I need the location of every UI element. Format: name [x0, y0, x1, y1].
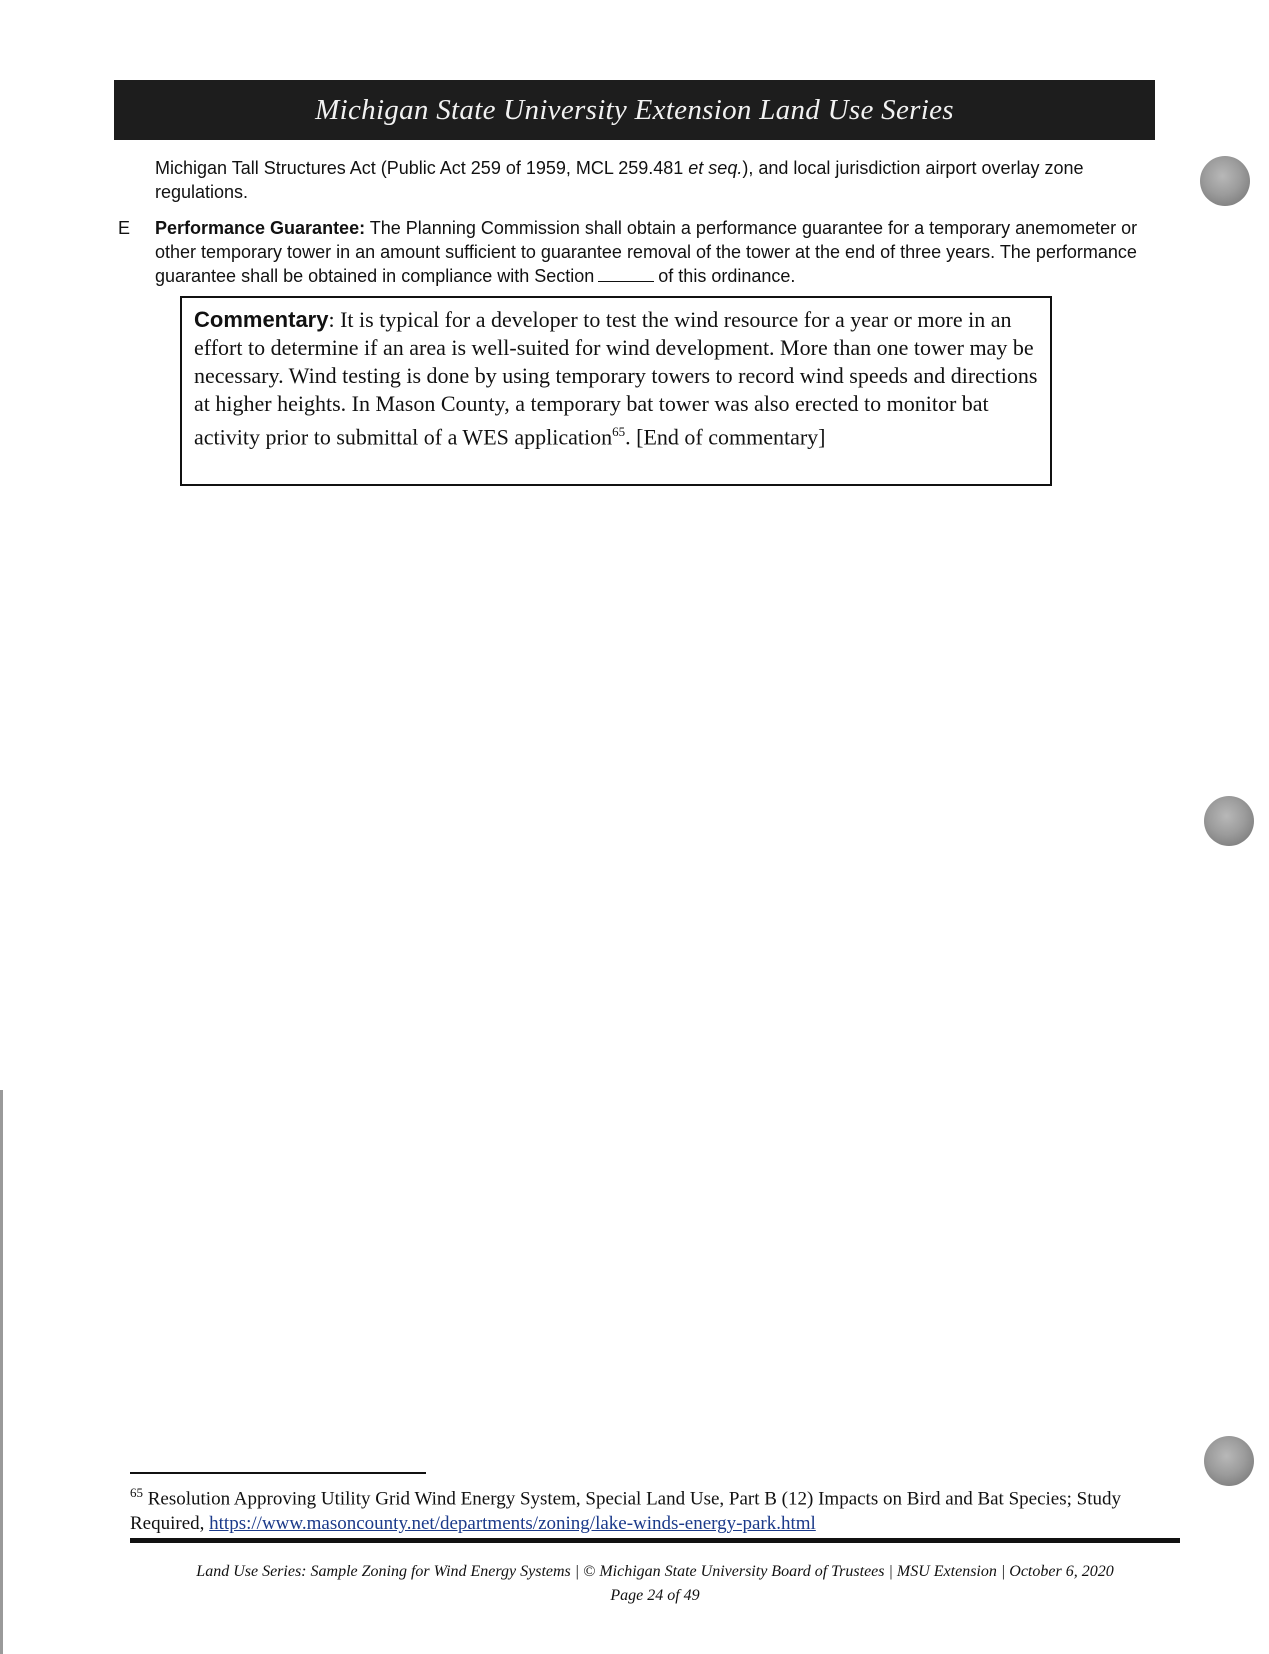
footnote-number: 65	[130, 1485, 143, 1500]
scan-edge	[0, 1090, 3, 1654]
section-blank	[598, 265, 654, 282]
item-heading: Performance Guarantee:	[155, 218, 366, 238]
item-body: Performance Guarantee: The Planning Commission shall obtain a performance guarantee for a temporary anemometer or other temporary tower in an amount sufficient to guarantee removal of the tower at the end of three years. The performance guarantee shall be obtained in compliance with Section of this ordinance.	[155, 218, 1138, 286]
commentary-label: Commentary	[194, 307, 329, 332]
page-number: Page 24 of 49	[610, 1587, 700, 1604]
banner-title: Michigan State University Extension Land Use Series	[315, 93, 954, 126]
footnote-ref[interactable]: 65	[612, 424, 626, 439]
commentary-text: It is typical for a developer to test the wind resource for a year or more in an effort to determine if an area is well-suited for wind development. More than one tower may be necessary. Wind testing is done by using temporary towers to record wind speeds and directions at higher heights. In Mason County, a temporary bat tower was also erected to monitor bat activity prior to submittal of a WES application	[194, 307, 1038, 450]
binder-hole-middle	[1204, 796, 1254, 846]
binder-hole-bottom	[1204, 1436, 1254, 1486]
commentary-box: Commentary: It is typical for a developer to test the wind resource for a year or more in an effort to determine if an area is well-suited for wind development. More than one tower may be necessary. Wind testing is done by using temporary towers to record wind speeds and directions at higher heights. In Mason County, a temporary bat tower was also erected to monitor bat activity prior to submittal of a WES application$^{65}$. [End of commentary]	[180, 296, 1052, 486]
series-banner	[114, 80, 1155, 140]
footnote-text: Resolution Approving Utility Grid Wind Energy System, Special Land Use, Part B (12) Impacts on Bird and Bat Species; Study Required,	[130, 1488, 1121, 1535]
item-letter: E	[118, 218, 131, 238]
page-footer	[130, 1560, 1180, 1608]
et-seq: et seq.	[688, 158, 743, 178]
binder-hole-top	[1200, 156, 1250, 206]
footer-citation: Land Use Series: Sample Zoning for Wind Energy Systems | © Michigan State University Board of Trustees | MSU Extension | October 6, 2020	[196, 1563, 1114, 1580]
footnote-65	[130, 1480, 1150, 1536]
intro-paragraph: Michigan Tall Structures Act (Public Act 259 of 1959, MCL 259.481 et seq.), and local jurisdiction airport overlay zone regulations.	[155, 158, 1084, 202]
footnote-link[interactable]: https://www.masoncounty.net/departments/zoning/lake-winds-energy-park.html	[209, 1513, 816, 1535]
footnote-divider	[130, 1472, 426, 1474]
footer-divider	[130, 1538, 1180, 1543]
